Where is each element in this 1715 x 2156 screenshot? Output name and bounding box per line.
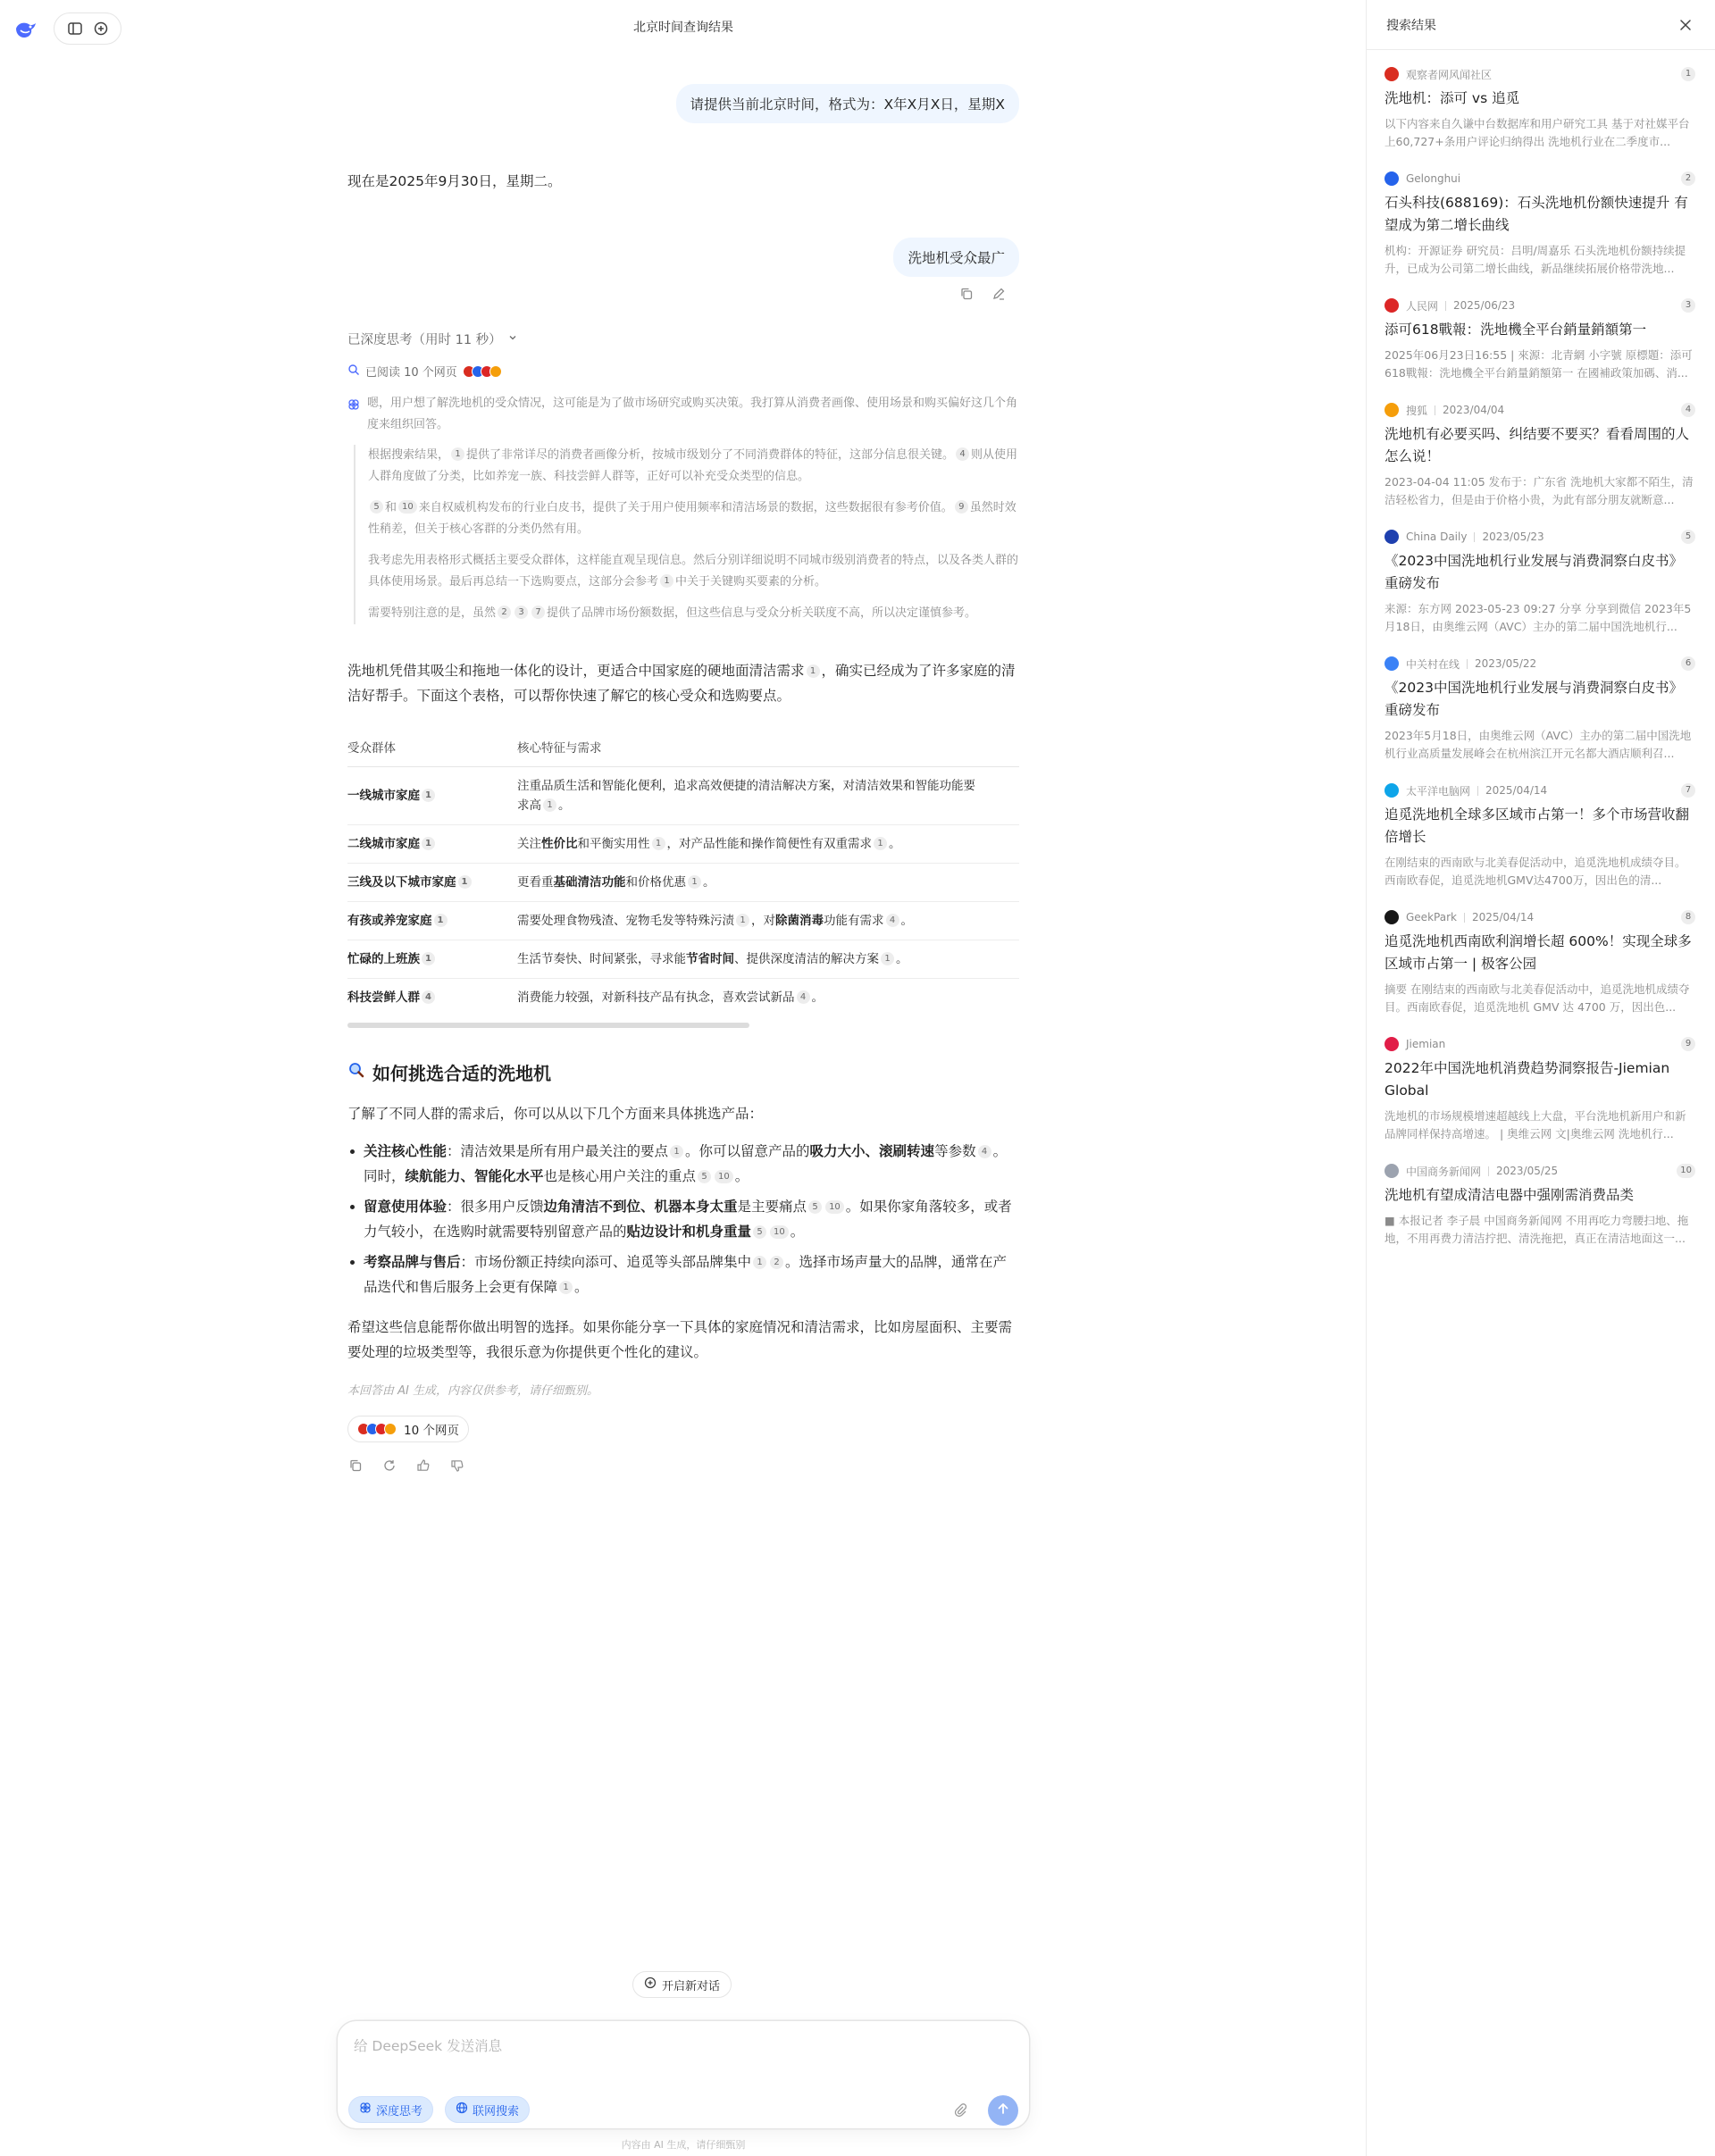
sources-count: 10 个网页 — [404, 1424, 459, 1438]
table-header: 核心特征与需求 — [517, 729, 1019, 767]
table-row: 科技尝鲜人群 4 消费能力较强，对新科技产品有执念，喜欢尝试新品 4 。 — [347, 990, 824, 1005]
source-favicon-icon — [1385, 530, 1399, 544]
result-meta — [1385, 656, 1695, 672]
thinking-paragraph: 根据搜索结果， 1 提供了非常详尽的消费者画像分析，按城市级划分了不同消费群体的特征，这部分信息很关键。 4 则从使用人群角度做了分类，比如养宠一族、科技尝鲜人群等，正好可以补充受众类型的信息。 — [368, 448, 1018, 483]
citation: 1 — [422, 837, 435, 850]
meta-separator — [1477, 786, 1478, 796]
citation: 10 — [770, 1225, 789, 1239]
thinking-icon — [347, 397, 360, 419]
result-snippet: 在刚结束的西南欧与北美春促活动中，追觅洗地机成绩夺目。西南欧春促，追觅洗地机GMV达4700万，因出色的清... — [1385, 856, 1686, 887]
result-meta — [1385, 909, 1695, 925]
citation: 1 — [874, 837, 887, 850]
source-favicon-icon — [1385, 298, 1399, 313]
globe-icon — [456, 2102, 468, 2118]
result-date: 2023/04/04 — [1443, 404, 1505, 416]
table-row: 有孩或养宠家庭 1 需要处理食物残渣、宠物毛发等特殊污渍 1 ，对除菌消毒功能有需求 4 。 — [347, 902, 1019, 940]
web-search-toggle[interactable] — [445, 2096, 530, 2123]
citation: 1 — [422, 952, 435, 965]
read-pages-label: 已阅读 10 个网页 — [365, 366, 457, 380]
result-index: 3 — [1681, 298, 1695, 313]
citation: 10 — [715, 1170, 733, 1183]
chevron-down-icon — [507, 332, 518, 347]
thumbs-up-icon[interactable] — [415, 1458, 431, 1474]
search-result-card[interactable] — [1385, 1036, 1695, 1143]
result-source: GeekPark — [1406, 911, 1457, 923]
table-row: 忙碌的上班族 1 生活节奏快、时间紧张，寻求能节省时间、提供深度清洁的解决方案 1 。 — [347, 940, 1019, 979]
section-heading-text: 如何挑选合适的洗地机 — [372, 1063, 551, 1084]
citation: 1 — [652, 837, 665, 850]
citation: 1 — [753, 1256, 766, 1269]
meta-separator — [1467, 659, 1468, 669]
result-meta — [1385, 297, 1695, 313]
list-item: 考察品牌与售后：市场份额正持续向添可、追觅等头部品牌集中 1 2 。选择市场声量大的品牌，通常在产品迭代和售后服务上会更有保障 1 。 — [347, 1249, 1019, 1299]
result-meta — [1385, 402, 1695, 418]
citation: 9 — [955, 500, 968, 514]
source-favicon-icon — [1385, 403, 1399, 417]
source-favicon-icon — [1385, 171, 1399, 186]
answer-intro: 洗地机凭借其吸尘和拖地一体化的设计，更适合中国家庭的硬地面清洁需求 1 ，确实已经成为了许多家庭的清洁好帮手。下面这个表格，可以帮你快速了解它的核心受众和选购要点。 — [347, 663, 1016, 704]
regenerate-icon[interactable] — [381, 1458, 397, 1474]
search-icon — [347, 364, 360, 380]
result-source: China Daily — [1406, 531, 1468, 543]
list-item: 关注核心性能：清洁效果是所有用户最关注的要点 1 。你可以留意产品的吸力大小、滚刷转速等参数 4 。同时，续航能力、智能化水平也是核心用户关注的重点 5 10 。 — [347, 1139, 1019, 1189]
composer-footnote: 内容由 AI 生成，请仔细甄别 — [621, 2139, 746, 2151]
search-result-card[interactable] — [1385, 297, 1695, 382]
citation: 4 — [886, 914, 899, 927]
result-snippet: 洗地机的市场规模增速超越线上大盘，平台洗地机新用户和新品牌同样保持高增速。 | 奥维云网 文|奥维云网 洗地机行... — [1385, 1109, 1686, 1141]
result-date: 2023/05/23 — [1482, 531, 1544, 543]
result-title[interactable]: 洗地机有望成清洁电器中强刚需消费品类 — [1385, 1187, 1635, 1203]
citation: 5 — [808, 1200, 822, 1214]
result-title[interactable]: 追觅洗地机全球多区域市占第一！多个市场营收翻倍增长 — [1385, 806, 1690, 845]
result-index: 1 — [1681, 67, 1695, 81]
source-favicons — [463, 365, 502, 378]
ai-disclaimer: 本回答由 AI 生成，内容仅供参考，请仔细甄别。 — [347, 1384, 598, 1398]
thinking-paragraph: 需要特别注意的是，虽然 2 3 7 提供了品牌市场份额数据，但这些信息与受众分析关联度不高，所以决定谨慎参考。 — [368, 606, 977, 620]
conversation-title: 北京时间查询结果 — [633, 21, 733, 35]
citation: 2 — [770, 1256, 783, 1269]
thinking-toggle[interactable] — [347, 330, 518, 348]
result-title[interactable]: 洗地机有必要买吗、纠结要不要买？看看周围的人怎么说！ — [1385, 426, 1690, 464]
result-title[interactable]: 《2023中国洗地机行业发展与消费洞察白皮书》重磅发布 — [1385, 680, 1683, 718]
source-favicon-icon — [1385, 1164, 1399, 1178]
citation: 2 — [498, 606, 511, 619]
source-favicon-icon — [1385, 1037, 1399, 1051]
web-search-label: 联网搜索 — [473, 2104, 520, 2118]
thinking-paragraph: 我考虑先用表格形式概括主要受众群体，这样能直观呈现信息。然后分别详细说明不同城市级别消费者的特点，以及各类人群的具体使用场景。最后再总结一下选购要点，这部分会参考 1 中关于关键购买要素的分析。 — [368, 554, 1019, 589]
citation: 4 — [956, 447, 969, 461]
result-snippet: 2023年5月18日，由奥维云网（AVC）主办的第二届中国洗地机行业高质量发展峰会在杭州滨江开元名都大酒店顺利召... — [1385, 729, 1692, 760]
meta-separator — [1488, 1166, 1489, 1176]
user-message-bubble: 洗地机受众最广 — [893, 238, 1019, 277]
result-snippet: 摘要 在刚结束的西南欧与北美春促活动中，追觅洗地机成绩夺目。西南欧春促，追觅洗地机 GMV 达 4700 万，因出色... — [1385, 982, 1690, 1014]
citation: 1 — [422, 789, 435, 802]
citation: 5 — [698, 1170, 711, 1183]
user-message — [676, 84, 1019, 123]
deep-think-icon — [359, 2102, 372, 2118]
citation: 1 — [881, 952, 894, 965]
new-chat-button[interactable] — [632, 1971, 732, 1998]
citation: 1 — [807, 664, 820, 678]
citation: 1 — [451, 447, 464, 461]
result-meta — [1385, 66, 1695, 82]
result-index: 9 — [1681, 1037, 1695, 1051]
panel-header — [1367, 0, 1715, 50]
citation: 5 — [370, 500, 383, 514]
search-result-card[interactable] — [1385, 656, 1695, 763]
citation: 1 — [543, 798, 556, 812]
section-intro: 了解了不同人群的需求后，你可以从以下几个方面来具体挑选产品： — [347, 1106, 764, 1122]
citation: 4 — [797, 990, 810, 1004]
meta-separator — [1445, 301, 1446, 311]
result-source: 中国商务新闻网 — [1406, 1165, 1482, 1178]
result-title[interactable]: 添可618戰報：洗地機全平台銷量銷額第一 — [1385, 322, 1647, 338]
source-favicon-icon — [1385, 656, 1399, 671]
send-button[interactable] — [988, 2095, 1018, 2126]
result-source: 人民网 — [1406, 299, 1439, 313]
audience-table — [347, 729, 1019, 1016]
result-meta — [1385, 1036, 1695, 1052]
citation: 1 — [434, 914, 448, 927]
result-date: 2025/06/23 — [1453, 299, 1516, 312]
user-message — [893, 238, 1019, 277]
result-snippet: 2025年06月23日16:55 | 來源：北青網 小字號 原標題：添可618戰報：洗地機全平台銷量銷額第一 在國補政策加碼、消... — [1385, 348, 1693, 380]
thinking-header-label: 已深度思考（用时 11 秒） — [347, 333, 502, 347]
citation: 1 — [670, 1145, 683, 1158]
result-title[interactable]: 2022年中国洗地机消费趋势洞察报告-Jiemian Global — [1385, 1060, 1670, 1099]
table-row: 三线及以下城市家庭 1 更看重基础清洁功能和价格优惠 1 。 — [347, 864, 1019, 902]
meta-separator — [1474, 532, 1475, 542]
table-header-row — [347, 729, 1019, 767]
citation: 5 — [753, 1225, 766, 1239]
result-snippet: 机构：开源证券 研究员：吕明/周嘉乐 石头洗地机份额持续提升，已成为公司第二增长曲线，新品继续拓展价格带洗地... — [1385, 244, 1686, 275]
result-title[interactable]: 洗地机：添可 vs 追觅 — [1385, 90, 1520, 106]
table-header: 受众群体 — [347, 729, 517, 767]
list-item: 留意使用体验：很多用户反馈边角清洁不到位、机器本身太重是主要痛点 5 10 。如果你家角落较多，或者力气较小，在选购时就需要特别留意产品的贴边设计和机身重量 5 10 。 — [347, 1194, 1019, 1244]
result-meta — [1385, 529, 1695, 545]
result-date: 2025/04/14 — [1485, 784, 1548, 797]
close-icon[interactable] — [1676, 15, 1695, 35]
result-index: 10 — [1677, 1164, 1695, 1178]
search-result-card[interactable] — [1385, 171, 1695, 278]
result-source: 搜狐 — [1406, 404, 1428, 417]
answer-actions — [347, 1458, 465, 1474]
meta-separator — [1464, 913, 1465, 923]
citation: 1 — [736, 914, 749, 927]
result-snippet: 以下内容来自久谦中台数据库和用户研究工具 基于对社媒平台上60,727+条用户评论归纳得出 洗地机行业在二季度市... — [1385, 117, 1690, 148]
citation: 10 — [398, 500, 417, 514]
deep-think-toggle[interactable] — [348, 2096, 433, 2123]
result-meta — [1385, 1163, 1695, 1179]
tips-list — [347, 1139, 1019, 1305]
citation: 1 — [660, 574, 673, 588]
result-title[interactable]: 石头科技(688169)：石头洗地机份额快速提升 有望成为第二增长曲线 — [1385, 195, 1688, 233]
result-index: 8 — [1681, 910, 1695, 924]
assistant-message: 现在是2025年9月30日，星期二。 — [347, 173, 562, 189]
result-index: 6 — [1681, 656, 1695, 671]
result-source: 中关村在线 — [1406, 657, 1460, 671]
magnifier-icon — [347, 1061, 365, 1083]
search-result-card[interactable] — [1385, 402, 1695, 509]
result-date: 2023/05/25 — [1496, 1165, 1559, 1177]
table-scrollbar[interactable] — [347, 1023, 1019, 1028]
result-snippet: 来源：东方网 2023-05-23 09:27 分享 分享到微信 2023年5月18日，由奥维云网（AVC）主办的第二届中国洗地机行... — [1385, 602, 1692, 633]
source-favicon-icon — [1385, 67, 1399, 81]
paperclip-icon[interactable] — [952, 2102, 968, 2118]
citation: 10 — [825, 1200, 844, 1214]
arrow-up-icon — [996, 2102, 1010, 2119]
citation: 7 — [531, 606, 545, 619]
result-index: 5 — [1681, 530, 1695, 544]
user-message-bubble: 请提供当前北京时间，格式为：X年X月X日，星期X — [676, 84, 1019, 123]
source-favicon-icon — [1385, 910, 1399, 924]
result-meta — [1385, 782, 1695, 798]
source-favicons — [357, 1423, 397, 1435]
result-snippet: ■ 本报记者 李子晨 中国商务新闻网 不用再吃力弯腰扫地、拖地，不用再费力清洁拧把、清洗拖把，真正在清洁地面这一... — [1385, 1214, 1689, 1245]
citation: 1 — [688, 875, 701, 889]
citation: 1 — [458, 875, 472, 889]
result-index: 2 — [1681, 171, 1695, 186]
search-result-card[interactable] — [1385, 66, 1695, 151]
thinking-paragraph: 嗯，用户想了解洗地机的受众情况，这可能是为了做市场研究或购买决策。我打算从消费者画像、使用场景和购买偏好这几个角度来组织回答。 — [367, 397, 1018, 431]
result-date: 2023/05/22 — [1475, 657, 1537, 670]
closing-paragraph: 希望这些信息能帮你做出明智的选择。如果你能分享一下具体的家庭情况和清洁需求，比如房屋面积、主要需要处理的垃圾类型等，我很乐意为你提供更个性化的建议。 — [347, 1319, 1013, 1360]
result-index: 4 — [1681, 403, 1695, 417]
citation: 4 — [422, 990, 435, 1004]
search-results-panel — [1366, 0, 1715, 2156]
result-date: 2025/04/14 — [1471, 911, 1535, 923]
scrollbar-thumb[interactable] — [347, 1023, 749, 1028]
citation: 3 — [514, 606, 528, 619]
result-title[interactable]: 追觅洗地机西南欧利润增长超 600%！实现全球多区域市占第一 | 极客公园 — [1385, 933, 1692, 972]
results-list — [1367, 50, 1715, 1248]
result-title[interactable]: 《2023中国洗地机行业发展与消费洞察白皮书》重磅发布 — [1385, 553, 1683, 591]
table-row: 一线城市家庭 1 注重品质生活和智能化便利，追求高效便捷的清洁解决方案，对清洁效果和智能功能要 求高 1 。 — [347, 767, 1019, 825]
message-composer — [337, 2020, 1030, 2129]
panel-title: 搜索结果 — [1386, 18, 1436, 33]
source-favicon-icon — [1385, 783, 1399, 798]
copy-icon[interactable] — [958, 286, 975, 302]
search-result-card[interactable] — [1385, 1163, 1695, 1248]
search-result-card[interactable] — [1385, 909, 1695, 1016]
search-result-card[interactable] — [1385, 782, 1695, 890]
result-source: Gelonghui — [1406, 172, 1461, 185]
thinking-paragraph: 5 和 10 来自权威机构发布的行业白皮书，提供了关于用户使用频率和清洁场景的数据，这些数据很有参考价值。 9 虽然时效性稍差，但关于核心客群的分类仍然有用。 — [368, 501, 1016, 536]
read-pages-row[interactable] — [347, 363, 502, 380]
table-row: 二线城市家庭 1 关注性价比和平衡实用性 1 ，对产品性能和操作简便性有双重需求 1 。 — [347, 825, 1019, 864]
copy-icon[interactable] — [347, 1458, 364, 1474]
citation: 1 — [559, 1281, 573, 1294]
section-heading — [347, 1059, 551, 1085]
message-input[interactable] — [354, 2035, 979, 2071]
result-meta — [1385, 171, 1695, 187]
thumbs-down-icon[interactable] — [449, 1458, 465, 1474]
edit-icon[interactable] — [991, 286, 1007, 302]
result-index: 7 — [1681, 783, 1695, 798]
sources-button[interactable] — [347, 1416, 469, 1442]
result-source: 太平洋电脑网 — [1406, 784, 1471, 798]
user-message-actions — [958, 286, 1007, 302]
new-chat-label: 开启新对话 — [662, 1979, 721, 1993]
search-result-card[interactable] — [1385, 529, 1695, 636]
result-source: Jiemian — [1406, 1038, 1446, 1050]
citation: 4 — [978, 1145, 991, 1158]
result-snippet: 2023-04-04 11:05 发布于：广东省 洗地机大家都不陌生，清洁轻松省力，但是由于价格小贵，为此有部分朋友就断意... — [1385, 475, 1694, 506]
result-source: 观察者网风闻社区 — [1406, 68, 1493, 81]
plus-circle-icon — [644, 1976, 657, 1993]
deep-think-label: 深度思考 — [376, 2104, 423, 2118]
thinking-content — [347, 393, 1019, 634]
